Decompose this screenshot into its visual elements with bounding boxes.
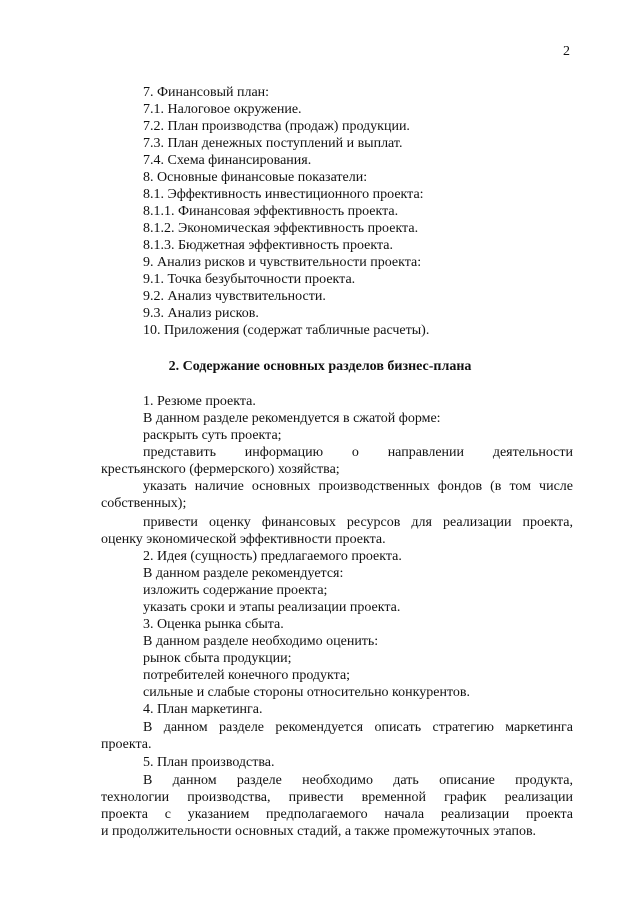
body-line: В данном разделе необходимо оценить: [143, 634, 379, 649]
page-number: 2 [563, 44, 570, 59]
body-line: изложить содержание проекта; [143, 583, 328, 598]
toc-item: 8.1.2. Экономическая эффективность проекта. [143, 221, 419, 236]
body-line: В данном разделе необходимо дать описание продукта, [143, 773, 573, 788]
toc-item: 7. Финансовый план: [143, 85, 270, 100]
toc-item: 10. Приложения (содержат табличные расчеты). [143, 323, 430, 338]
body-line: технологии производства, привести временной график реализации [101, 790, 573, 805]
body-line: 1. Резюме проекта. [143, 394, 256, 409]
toc-item: 8.1.3. Бюджетная эффективность проекта. [143, 238, 393, 253]
body-line: рынок сбыта продукции; [143, 651, 292, 666]
toc-item: 8.1. Эффективность инвестиционного проекта: [143, 187, 424, 202]
toc-item: 8. Основные финансовые показатели: [143, 170, 368, 185]
body-line: привести оценку финансовых ресурсов для реализации проекта, [143, 515, 573, 530]
body-line: 4. План маркетинга. [143, 702, 263, 717]
toc-item: 9. Анализ рисков и чувствительности проекта: [143, 255, 422, 270]
body-line: и продолжительности основных стадий, а также промежуточных этапов. [101, 824, 537, 839]
toc-item: 9.1. Точка безубыточности проекта. [143, 272, 356, 287]
toc-item: 9.3. Анализ рисков. [143, 306, 259, 321]
body-line: 3. Оценка рынка сбыта. [143, 617, 284, 632]
toc-item: 8.1.1. Финансовая эффективность проекта. [143, 204, 399, 219]
body-line: представить информацию о направлении деятельности [143, 445, 573, 460]
body-line: 5. План производства. [143, 755, 275, 770]
toc-item: 7.2. План производства (продаж) продукции. [143, 119, 410, 134]
toc-item: 7.4. Схема финансирования. [143, 153, 312, 168]
body-line: указать наличие основных производственных фондов (в том числе [143, 479, 573, 494]
body-line: собственных); [101, 496, 187, 511]
body-line: потребителей конечного продукта; [143, 668, 351, 683]
body-line: крестьянского (фермерского) хозяйства; [101, 462, 340, 477]
body-line: указать сроки и этапы реализации проекта. [143, 600, 401, 615]
toc-item: 7.3. План денежных поступлений и выплат. [143, 136, 403, 151]
body-line: сильные и слабые стороны относительно конкурентов. [143, 685, 470, 700]
body-line: В данном разделе рекомендуется: [143, 566, 344, 581]
body-line: проекта. [101, 737, 152, 752]
body-line: проекта с указанием предполагаемого начала реализации проекта [101, 807, 573, 822]
body-line: В данном разделе рекомендуется в сжатой форме: [143, 411, 441, 426]
body-line: В данном разделе рекомендуется описать стратегию маркетинга [143, 720, 573, 735]
body-line: 2. Идея (сущность) предлагаемого проекта. [143, 549, 402, 564]
body-line: раскрыть суть проекта; [143, 428, 282, 443]
toc-item: 9.2. Анализ чувствительности. [143, 289, 326, 304]
body-line: оценку экономической эффективности проекта. [101, 532, 386, 547]
section-heading: 2. Содержание основных разделов бизнес-плана [168, 359, 472, 374]
toc-item: 7.1. Налоговое окружение. [143, 102, 302, 117]
